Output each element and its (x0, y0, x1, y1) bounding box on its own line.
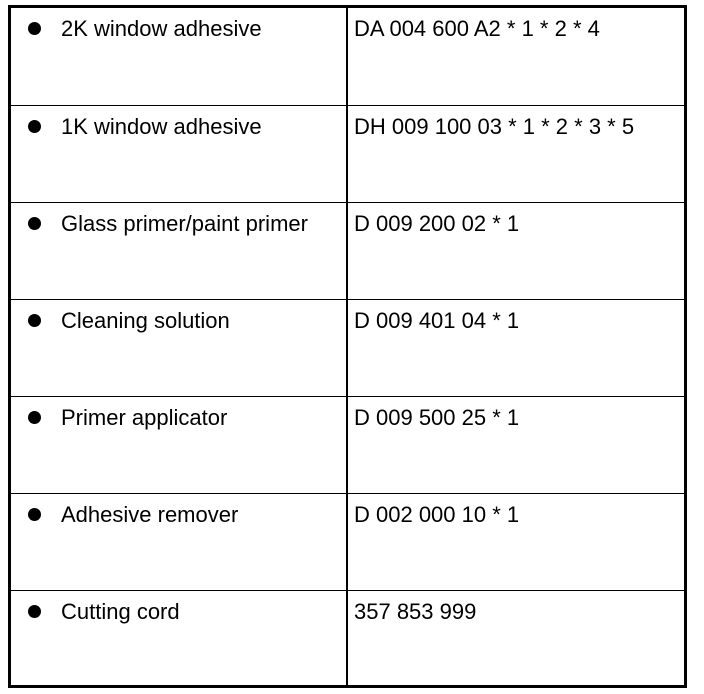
item-name-cell (11, 493, 347, 590)
item-name: Glass primer/paint primer (61, 210, 308, 236)
item-name: Cutting cord (61, 598, 180, 624)
bullet-icon (28, 22, 41, 35)
table-row (11, 590, 684, 687)
part-number: D 002 000 10 * 1 (354, 501, 520, 527)
table-row (11, 8, 684, 105)
part-number-cell (347, 105, 684, 202)
part-number-cell (347, 202, 684, 299)
item-name-cell (11, 202, 347, 299)
bullet-icon (28, 411, 41, 424)
item-name: 2K window adhesive (61, 16, 262, 41)
item-name-cell (11, 299, 347, 396)
part-number-cell (347, 493, 684, 590)
table-row (11, 299, 684, 396)
part-number-cell (347, 396, 684, 493)
part-number: DA 004 600 A2 * 1 * 2 * 4 (354, 16, 600, 41)
item-name-cell (11, 8, 347, 105)
part-number-cell (347, 299, 684, 396)
bullet-icon (28, 120, 41, 133)
parts-table-frame (8, 5, 687, 688)
item-name: Cleaning solution (61, 307, 230, 333)
item-name: 1K window adhesive (61, 113, 262, 139)
item-name: Adhesive remover (61, 501, 239, 527)
bullet-icon (28, 314, 41, 327)
item-name: Primer applicator (61, 404, 228, 430)
bullet-icon (28, 508, 41, 521)
table-row (11, 396, 684, 493)
part-number: D 009 500 25 * 1 (354, 404, 520, 430)
table-row (11, 202, 684, 299)
item-name-cell (11, 396, 347, 493)
bullet-icon (28, 217, 41, 230)
part-number-cell (347, 590, 684, 687)
parts-table (11, 8, 684, 687)
item-name-cell (11, 590, 347, 687)
part-number: D 009 401 04 * 1 (354, 307, 520, 333)
item-name-cell (11, 105, 347, 202)
part-number: D 009 200 02 * 1 (354, 210, 520, 236)
table-row (11, 493, 684, 590)
table-row (11, 105, 684, 202)
bullet-icon (28, 605, 41, 618)
part-number: 357 853 999 (354, 598, 477, 624)
part-number-cell (347, 8, 684, 105)
part-number: DH 009 100 03 * 1 * 2 * 3 * 5 (354, 113, 635, 139)
